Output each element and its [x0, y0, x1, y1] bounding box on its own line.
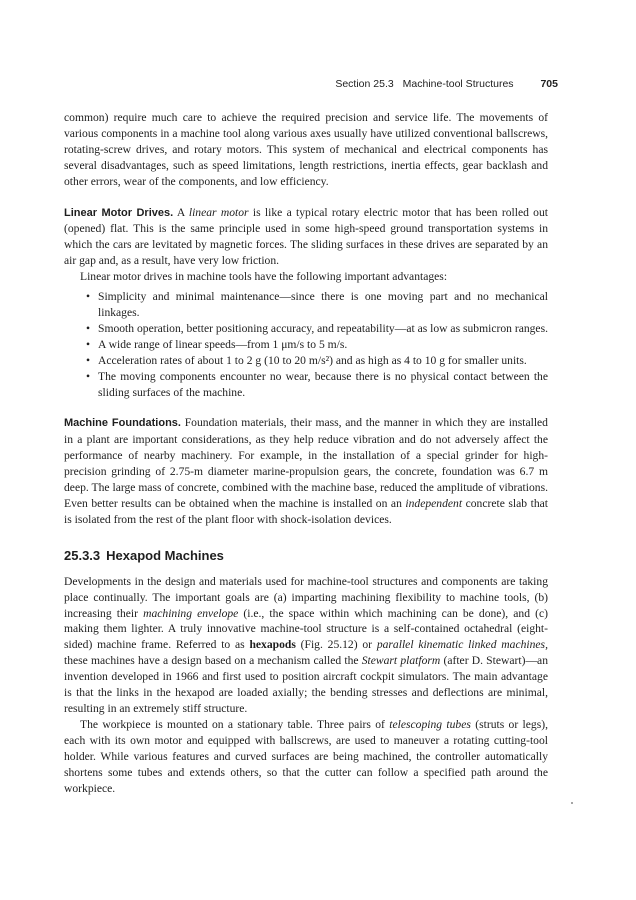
linear-motor-heading: Linear Motor Drives. [64, 206, 174, 219]
scan-speck [571, 802, 573, 804]
linear-motor-advantages-intro: Linear motor drives in machine tools have the following important advantages: [80, 270, 448, 284]
subsection-heading [64, 548, 548, 564]
bullet-icon: • [86, 321, 91, 335]
foundations-paragraph [64, 415, 548, 527]
intro-paragraph [64, 110, 548, 190]
page-body [64, 110, 548, 796]
subsection-number: 25.3.3 [64, 547, 101, 563]
list-item [86, 289, 548, 321]
advantages-list [64, 289, 548, 400]
list-item-text: A wide range of linear speeds—from 1 μm/s to 5 m/s. [98, 337, 348, 351]
hexapod-term-stewart: Stewart platform [361, 654, 441, 668]
linear-motor-text-a: A [176, 205, 185, 219]
page-number: 705 [540, 78, 558, 90]
hexapod-paragraph-2 [64, 717, 548, 797]
linear-motor-term: linear motor [188, 205, 249, 219]
running-header [335, 78, 558, 90]
foundations-term: independent [405, 496, 463, 510]
hexapod-term-tubes: telescoping tubes [389, 717, 471, 731]
hexapod-p2-text-a: The workpiece is mounted on a stationary table. Three pairs of [80, 717, 385, 731]
hexapod-text-e: (after D. Stewart)—an invention developed in 1966 and first used to position aircraft cockpit simulators. The main advantage is that the links in the hexapod are loaded axially; the bending stresses and deflections are minimal, resulting in an extremely stiff structure. [64, 654, 548, 715]
list-item [86, 321, 548, 337]
hexapod-p2-text-b: (struts or legs), each with its own motor and equipped with ballscrews, are used to maneuver a rotating cutting-tool holder. While various features and curved surfaces are being machined, the controller automatically shortens some tubes and extends others, so that the cutter can follow a specified path around the workpiece. [64, 717, 548, 795]
foundations-heading: Machine Foundations. [64, 417, 181, 430]
bullet-icon: • [86, 290, 91, 304]
hexapod-text-c: (Fig. 25.12) or [300, 638, 373, 652]
linear-motor-text-b: is like a typical rotary electric motor that has been rolled out (opened) flat. This is the same principle used in some high-speed ground transportation systems in which the cars are levitated by magnetic forces. The sliding surfaces in these drives are separated by an air gap and, as a result, have very low friction. [64, 205, 548, 268]
section-number: Section 25.3 [335, 78, 394, 90]
foundations-text-a: Foundation materials, their mass, and the manner in which they are installed in a plant are important considerations, as they help reduce vibration and do not adversely affect the performance of nearby machinery. For example, in the installation of a special grinder for high-precision grinding of 2.75-m diameter marine-propulsion gears, the concrete, foundation was 6.7 m deep. The large mass of concrete, combined with the machine base, reduced the amplitude of vibrations. Even better results can be obtained when the machine is installed on an [64, 416, 548, 510]
subsection-title: Hexapod Machines [106, 547, 224, 563]
hexapod-text-a: Developments in the design and materials used for machine-tool structures and components are taking place continually. The important goals are (a) imparting machining flexibility to machine tools, (b) increasing their [64, 574, 548, 620]
hexapod-paragraph-1 [64, 574, 548, 717]
list-item-text: Acceleration rates of about 1 to 2 g (10 to 20 m/s²) and as high as 4 to 10 g for smaller units. [98, 353, 527, 367]
bullet-icon: • [86, 369, 91, 383]
foundations-text-b: concrete slab that is isolated from the rest of the plant floor with shock-isolation devices. [64, 496, 548, 526]
list-item [86, 369, 548, 401]
list-item-text: Simplicity and minimal maintenance—since there is one moving part and no mechanical linkages. [98, 290, 548, 319]
list-item-text: Smooth operation, better positioning accuracy, and repeatability—at as low as submicron ranges. [98, 321, 548, 335]
hexapod-text-b: (i.e., the space within which machining can be done), and (c) making them lighter. A truly innovative machine-tool structure is a self-contained octahedral (eight-sided) machine frame. Referred to as [64, 606, 548, 652]
hexapod-term-envelope: machining envelope [143, 606, 239, 620]
list-item [86, 353, 548, 369]
bullet-icon: • [86, 353, 91, 367]
list-item-text: The moving components encounter no wear, because there is no physical contact between the sliding surfaces of the machine. [98, 369, 548, 399]
hexapod-text-d: these machines have a design based on a mechanism called the [64, 654, 359, 668]
section-title: Machine-tool Structures [402, 78, 514, 90]
list-item [86, 337, 548, 353]
linear-motor-paragraph [64, 205, 548, 270]
bullet-icon: • [86, 337, 91, 351]
hexapod-term-parallel: parallel kinematic linked machines, [376, 638, 548, 652]
intro-text: common) require much care to achieve the required precision and service life. The movements of various components in a machine tool along various axes usually have utilized conventional ballscrews, rotating-screw drives, and rotary motors. This system of mechanical and electrical components has several disadvantages, such as speed limitations, length restrictions, inertia effects, gear backlash and other errors, wear of the components, and low efficiency. [64, 111, 548, 188]
hexapod-term-hexapods: hexapods [249, 638, 296, 652]
